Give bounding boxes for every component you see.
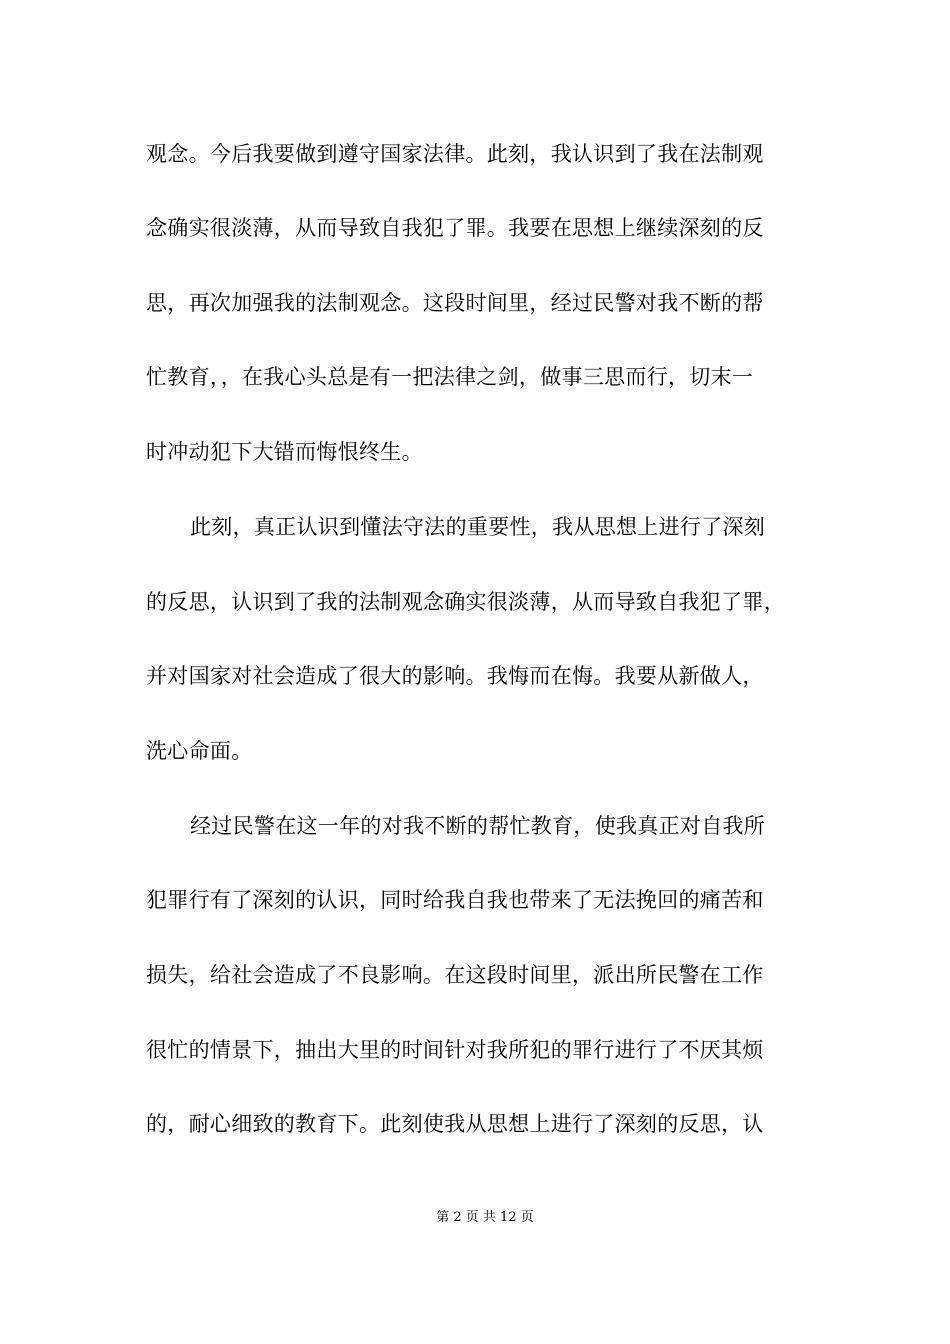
- text-line: 思，再次加强我的法制观念。这段时间里，经过民警对我不断的帮: [146, 291, 764, 315]
- text-line: 观念。今后我要做到遵守国家法律。此刻，我认识到了我在法制观: [146, 142, 764, 166]
- text-line: 损失，给社会造成了不良影响。在这段时间里，派出所民警在工作: [146, 963, 764, 987]
- text-line: 很忙的情景下，抽出大里的时间针对我所犯的罪行进行了不厌其烦: [146, 1038, 764, 1062]
- text-line: 并对国家对社会造成了很大的影响。我悔而在悔。我要从新做人，: [146, 664, 764, 688]
- text-line: 念确实很淡薄，从而导致自我犯了罪。我要在思想上继续深刻的反: [146, 216, 764, 240]
- text-line: 时冲动犯下大错而悔恨终生。: [146, 440, 423, 464]
- page-number-footer: 第 2 页 共 12 页: [436, 1210, 534, 1225]
- paragraph-first-line: 此刻，真正认识到懂法守法的重要性，我从思想上进行了深刻: [190, 515, 766, 539]
- text-line: 忙教育，，在我心头总是有一把法律之剑，做事三思而行，切末一: [146, 365, 754, 389]
- text-line: 的反思，认识到了我的法制观念确实很淡薄，从而导致自我犯了罪，: [146, 590, 785, 614]
- paragraph-first-line: 经过民警在这一年的对我不断的帮忙教育，使我真正对自我所: [190, 814, 766, 838]
- text-line: 犯罪行有了深刻的认识，同时给我自我也带来了无法挽回的痛苦和: [146, 888, 764, 912]
- text-line: 的，耐心细致的教育下。此刻使我从思想上进行了深刻的反思，认: [146, 1112, 764, 1136]
- text-line: 洗心命面。: [146, 739, 253, 763]
